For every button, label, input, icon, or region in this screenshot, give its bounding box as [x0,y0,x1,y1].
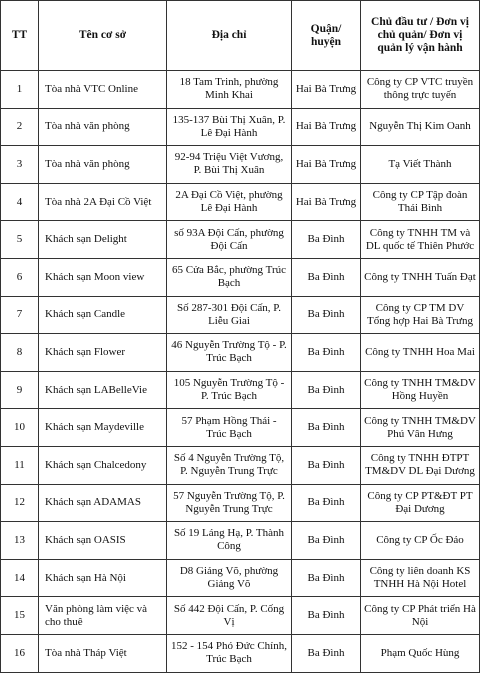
table-row [1,597,480,635]
cell-owner: Công ty CP Tập đoàn Thái Bình [361,183,480,221]
cell-owner: Tạ Viết Thành [361,146,480,184]
cell-name: Tòa nhà văn phòng [39,108,167,146]
cell-name: Khách sạn Delight [39,221,167,259]
table-body [1,71,480,673]
table-row [1,221,480,259]
cell-address: Số 19 Láng Hạ, P. Thành Công [167,522,292,560]
table-row [1,634,480,672]
table-row [1,183,480,221]
cell-district: Ba Đình [292,446,361,484]
cell-address: số 93A Đội Cấn, phường Đội Cấn [167,221,292,259]
header-tt: TT [1,1,39,71]
table-row [1,71,480,109]
cell-address: 18 Tam Trinh, phường Minh Khai [167,71,292,109]
cell-address: 152 - 154 Phó Đức Chính, Trúc Bạch [167,634,292,672]
table-row [1,484,480,522]
cell-tt: 2 [1,108,39,146]
cell-address: Số 442 Đội Cấn, P. Cống Vị [167,597,292,635]
cell-district: Hai Bà Trưng [292,146,361,184]
cell-district: Hai Bà Trưng [292,108,361,146]
cell-tt: 5 [1,221,39,259]
cell-address: 105 Nguyễn Trường Tộ - P. Trúc Bạch [167,371,292,409]
cell-tt: 1 [1,71,39,109]
cell-district: Ba Đình [292,221,361,259]
cell-owner: Công ty TNHH TM&DV Hồng Huyền [361,371,480,409]
header-name: Tên cơ sở [39,1,167,71]
table-row [1,334,480,372]
table-row [1,146,480,184]
cell-name: Tòa nhà văn phòng [39,146,167,184]
cell-tt: 16 [1,634,39,672]
table-row [1,371,480,409]
cell-district: Ba Đình [292,559,361,597]
table-row [1,409,480,447]
cell-owner: Công ty CP VTC truyền thông trực tuyến [361,71,480,109]
cell-tt: 3 [1,146,39,184]
cell-owner: Công ty TNHH TM&DV Phú Vân Hưng [361,409,480,447]
cell-district: Ba Đình [292,409,361,447]
cell-owner: Công ty TNHH ĐTPT TM&DV DL Đại Dương [361,446,480,484]
cell-address: 2A Đại Cồ Việt, phường Lê Đại Hành [167,183,292,221]
cell-address: 57 Phạm Hồng Thái - Trúc Bạch [167,409,292,447]
cell-owner: Công ty TNHH Hoa Mai [361,334,480,372]
cell-tt: 9 [1,371,39,409]
cell-owner: Công ty CP TM DV Tổng hợp Hai Bà Trưng [361,296,480,334]
cell-address: 65 Cửa Bắc, phường Trúc Bạch [167,258,292,296]
cell-owner: Công ty TNHH Tuấn Đạt [361,258,480,296]
cell-address: 46 Nguyễn Trường Tộ - P. Trúc Bạch [167,334,292,372]
cell-owner: Công ty TNHH TM và DL quốc tế Thiên Phước [361,221,480,259]
cell-address: 92-94 Triệu Việt Vương, P. Bùi Thị Xuân [167,146,292,184]
cell-tt: 8 [1,334,39,372]
cell-district: Ba Đình [292,371,361,409]
cell-name: Khách sạn Maydeville [39,409,167,447]
cell-owner: Công ty liên doanh KS TNHH Hà Nội Hotel [361,559,480,597]
table-row [1,522,480,560]
cell-tt: 4 [1,183,39,221]
table-row [1,559,480,597]
cell-name: Tòa nhà 2A Đại Cồ Việt [39,183,167,221]
header-address: Địa chỉ [167,1,292,71]
cell-owner: Công ty CP PT&ĐT PT Đại Dương [361,484,480,522]
cell-district: Ba Đình [292,634,361,672]
cell-name: Khách sạn Candle [39,296,167,334]
cell-owner: Công ty CP Ốc Đảo [361,522,480,560]
cell-name: Khách sạn OASIS [39,522,167,560]
cell-name: Khách sạn Flower [39,334,167,372]
cell-address: 57 Nguyễn Trường Tộ, P. Nguyễn Trung Trực [167,484,292,522]
cell-district: Ba Đình [292,522,361,560]
table-row [1,258,480,296]
cell-district: Ba Đình [292,258,361,296]
cell-address: Số 4 Nguyễn Trường Tộ, P. Nguyễn Trung Trực [167,446,292,484]
cell-name: Khách sạn Chalcedony [39,446,167,484]
cell-address: 135-137 Bùi Thị Xuân, P. Lê Đại Hành [167,108,292,146]
cell-tt: 7 [1,296,39,334]
cell-district: Ba Đình [292,597,361,635]
cell-tt: 12 [1,484,39,522]
cell-name: Khách sạn LABelleVie [39,371,167,409]
cell-district: Ba Đình [292,484,361,522]
cell-name: Tòa nhà Tháp Việt [39,634,167,672]
header-district: Quận/ huyện [292,1,361,71]
cell-district: Ba Đình [292,334,361,372]
cell-district: Hai Bà Trưng [292,183,361,221]
header-owner: Chủ đầu tư / Đơn vị chủ quản/ Đơn vị quản lý vận hành [361,1,480,71]
cell-tt: 10 [1,409,39,447]
cell-tt: 14 [1,559,39,597]
cell-district: Hai Bà Trưng [292,71,361,109]
table-row [1,296,480,334]
cell-tt: 11 [1,446,39,484]
cell-name: Văn phòng làm việc và cho thuê [39,597,167,635]
cell-address: D8 Giảng Võ, phường Giảng Võ [167,559,292,597]
cell-tt: 6 [1,258,39,296]
table-row [1,108,480,146]
table-header-row [1,1,480,71]
cell-district: Ba Đình [292,296,361,334]
cell-name: Khách sạn ADAMAS [39,484,167,522]
cell-name: Tòa nhà VTC Online [39,71,167,109]
table-row [1,446,480,484]
cell-owner: Công ty CP Phát triển Hà Nội [361,597,480,635]
cell-owner: Phạm Quốc Hùng [361,634,480,672]
cell-name: Khách sạn Hà Nội [39,559,167,597]
cell-name: Khách sạn Moon view [39,258,167,296]
cell-tt: 15 [1,597,39,635]
cell-address: Số 287-301 Đội Cấn, P. Liễu Giai [167,296,292,334]
cell-tt: 13 [1,522,39,560]
cell-owner: Nguyễn Thị Kim Oanh [361,108,480,146]
